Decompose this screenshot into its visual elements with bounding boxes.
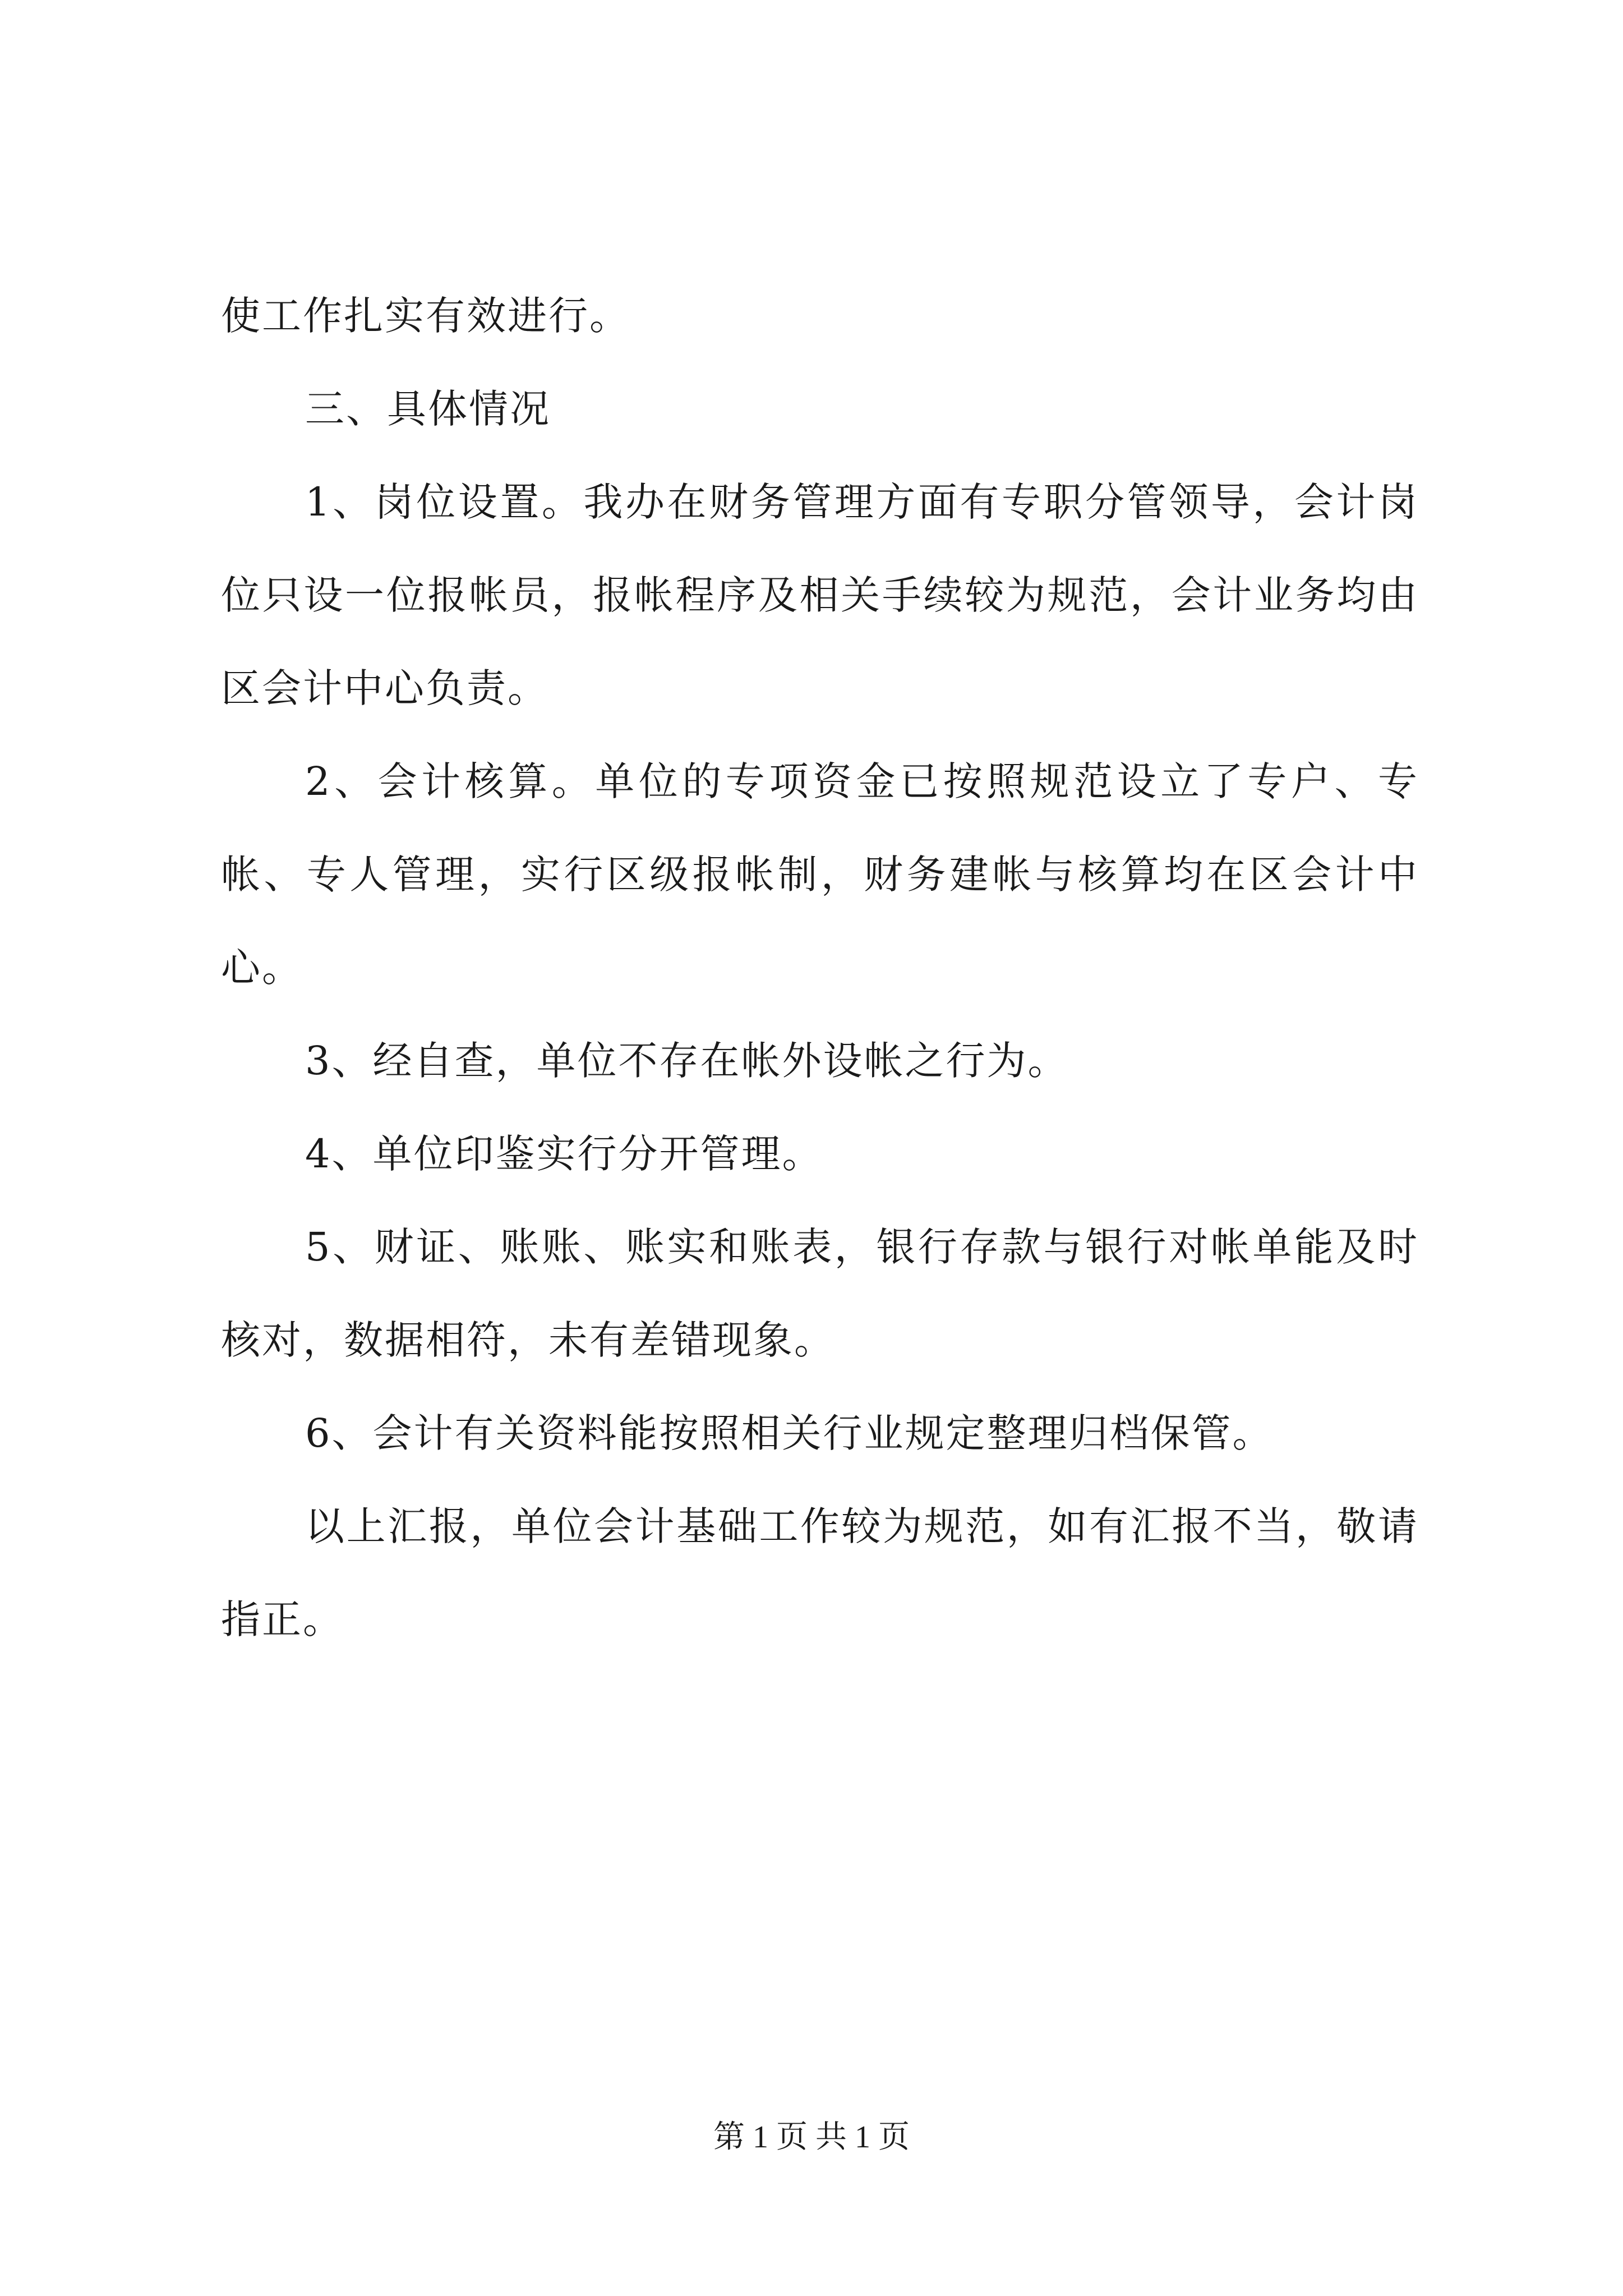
paragraph-item-5: 5、财证、账账、账实和账表，银行存款与银行对帐单能及时核对，数据相符，未有差错现象。 [221,1224,1419,1363]
paragraph-continuation: 使工作扎实有效进行。 [221,293,630,339]
page-footer: 第 1 页 共 1 页 [713,2120,910,2155]
paragraph-item-3: 3、经自查，单位不存在帐外设帐之行为。 [305,1038,1069,1084]
paragraph-conclusion: 以上汇报，单位会计基础工作较为规范，如有汇报不当，敬请指正。 [221,1503,1419,1642]
section-heading: 三、具体情况 [305,386,551,432]
paragraph-item-1: 1、岗位设置。我办在财务管理方面有专职分管领导，会计岗位只设一位报帐员，报帐程序及相关手续较为规范，会计业务均由区会计中心负责。 [221,479,1419,711]
paragraph-item-6: 6、会计有关资料能按照相关行业规定整理归档保管。 [305,1410,1274,1456]
paragraph-item-4: 4、单位印鉴实行分开管理。 [305,1131,823,1177]
paragraph-item-2: 2、会计核算。单位的专项资金已按照规范设立了专户、专帐、专人管理，实行区级报帐制，财务建帐与核算均在区会计中心。 [221,758,1419,991]
document-body [221,269,1419,1666]
